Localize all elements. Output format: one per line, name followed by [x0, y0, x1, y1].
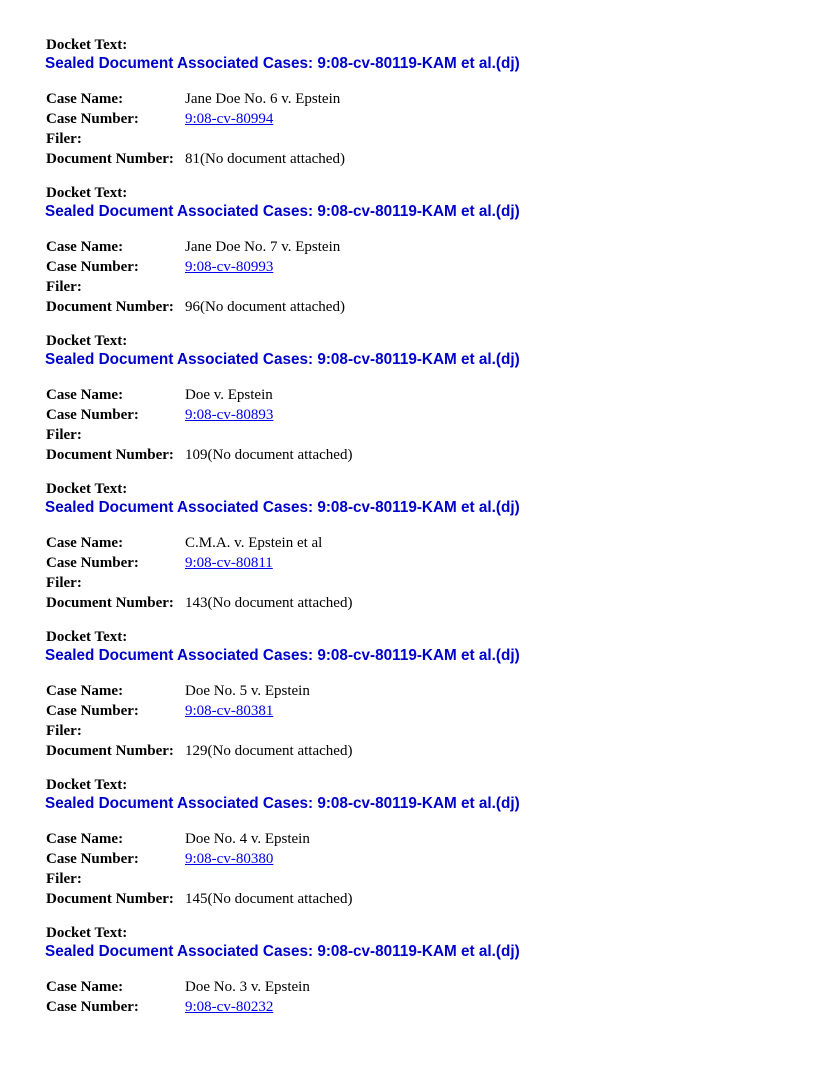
docket-report: [46, 36, 786, 1072]
case-name-value: Doe No. 5 v. Epstein: [185, 683, 310, 699]
case-number-cell: [185, 553, 352, 573]
case-details: [46, 385, 352, 465]
docket-entry: [46, 924, 786, 1072]
filer-row: [46, 869, 352, 889]
docket-entry: [46, 332, 786, 480]
case-name-row: [46, 977, 310, 997]
document-number-label: Document Number:: [46, 151, 174, 167]
case-name-value: Doe No. 3 v. Epstein: [185, 979, 310, 995]
case-details: [46, 89, 345, 169]
case-number-row: [46, 109, 345, 129]
docket-entry: [46, 480, 786, 628]
case-details: [46, 237, 345, 317]
document-number-value: 96(No document attached): [185, 299, 345, 315]
case-details: [46, 681, 352, 761]
filer-row: [46, 721, 352, 741]
case-number-label: Case Number:: [46, 111, 139, 127]
case-number-link[interactable]: 9:08-cv-80380: [185, 851, 274, 867]
case-number-cell: [185, 701, 352, 721]
case-name-value: Jane Doe No. 6 v. Epstein: [185, 91, 341, 107]
docket-text: Sealed Document Associated Cases: 9:08-cv-80119-KAM et al.(dj): [45, 203, 520, 220]
filer-row: [46, 425, 352, 445]
filer-value: [185, 573, 352, 593]
case-name-label: Case Name:: [46, 979, 124, 995]
case-number-link[interactable]: 9:08-cv-80993: [185, 259, 274, 275]
filer-label: Filer:: [46, 871, 82, 887]
filer-label: Filer:: [46, 131, 82, 147]
filer-row: [46, 573, 352, 593]
case-number-link[interactable]: 9:08-cv-80994: [185, 111, 274, 127]
document-number-label: Document Number:: [46, 743, 174, 759]
case-number-label: Case Number:: [46, 851, 139, 867]
case-number-cell: [185, 405, 352, 425]
filer-label: Filer:: [46, 279, 82, 295]
case-number-label: Case Number:: [46, 407, 139, 423]
docket-entry: [46, 628, 786, 776]
case-number-cell: [185, 997, 310, 1017]
document-number-value: 81(No document attached): [185, 151, 345, 167]
document-number-value: 129(No document attached): [185, 743, 353, 759]
document-number-value: 143(No document attached): [185, 595, 353, 611]
case-number-cell: [185, 257, 345, 277]
docket-entry: [46, 184, 786, 332]
case-name-label: Case Name:: [46, 91, 124, 107]
case-number-cell: [185, 849, 352, 869]
case-number-label: Case Number:: [46, 555, 139, 571]
case-number-row: [46, 257, 345, 277]
case-name-row: [46, 385, 352, 405]
case-name-label: Case Name:: [46, 387, 124, 403]
docket-text-label: Docket Text:: [46, 481, 128, 497]
case-number-link[interactable]: 9:08-cv-80381: [185, 703, 274, 719]
case-name-value: Doe No. 4 v. Epstein: [185, 831, 310, 847]
case-name-row: [46, 829, 352, 849]
case-number-row: [46, 849, 352, 869]
document-number-label: Document Number:: [46, 447, 174, 463]
case-number-row: [46, 405, 352, 425]
case-number-link[interactable]: 9:08-cv-80811: [185, 555, 273, 571]
case-name-row: [46, 681, 352, 701]
case-details: [46, 977, 310, 1017]
case-details: [46, 533, 352, 613]
document-number-row: [46, 297, 345, 317]
document-number-row: [46, 889, 352, 909]
document-number-row: [46, 445, 352, 465]
case-number-link[interactable]: 9:08-cv-80232: [185, 999, 274, 1015]
case-number-row: [46, 553, 352, 573]
docket-entry: [46, 36, 786, 184]
case-name-value: Doe v. Epstein: [185, 387, 273, 403]
case-name-row: [46, 533, 352, 553]
document-number-value: 109(No document attached): [185, 447, 353, 463]
filer-value: [185, 869, 352, 889]
docket-text: Sealed Document Associated Cases: 9:08-cv-80119-KAM et al.(dj): [45, 795, 520, 812]
docket-text: Sealed Document Associated Cases: 9:08-cv-80119-KAM et al.(dj): [45, 55, 520, 72]
docket-text-label: Docket Text:: [46, 925, 128, 941]
case-number-label: Case Number:: [46, 259, 139, 275]
case-name-value: C.M.A. v. Epstein et al: [185, 535, 323, 551]
case-name-label: Case Name:: [46, 683, 124, 699]
filer-value: [185, 721, 352, 741]
docket-text-label: Docket Text:: [46, 333, 128, 349]
docket-text: Sealed Document Associated Cases: 9:08-cv-80119-KAM et al.(dj): [45, 351, 520, 368]
case-name-label: Case Name:: [46, 535, 124, 551]
docket-text-label: Docket Text:: [46, 777, 128, 793]
filer-row: [46, 129, 345, 149]
filer-label: Filer:: [46, 575, 82, 591]
docket-entry: [46, 776, 786, 924]
document-number-label: Document Number:: [46, 299, 174, 315]
document-number-value: 145(No document attached): [185, 891, 353, 907]
document-number-row: [46, 149, 345, 169]
case-name-row: [46, 237, 345, 257]
document-number-row: [46, 593, 352, 613]
document-number-label: Document Number:: [46, 595, 174, 611]
case-name-label: Case Name:: [46, 831, 124, 847]
filer-value: [185, 129, 345, 149]
docket-text-label: Docket Text:: [46, 629, 128, 645]
filer-label: Filer:: [46, 723, 82, 739]
filer-label: Filer:: [46, 427, 82, 443]
docket-text: Sealed Document Associated Cases: 9:08-cv-80119-KAM et al.(dj): [45, 943, 520, 960]
filer-value: [185, 425, 352, 445]
docket-text-label: Docket Text:: [46, 185, 128, 201]
case-name-value: Jane Doe No. 7 v. Epstein: [185, 239, 341, 255]
case-number-label: Case Number:: [46, 999, 139, 1015]
case-name-label: Case Name:: [46, 239, 124, 255]
docket-text-label: Docket Text:: [46, 37, 128, 53]
case-details: [46, 829, 352, 909]
case-number-cell: [185, 109, 345, 129]
case-number-row: [46, 997, 310, 1017]
document-number-label: Document Number:: [46, 891, 174, 907]
docket-text: Sealed Document Associated Cases: 9:08-cv-80119-KAM et al.(dj): [45, 647, 520, 664]
case-number-label: Case Number:: [46, 703, 139, 719]
filer-value: [185, 277, 345, 297]
case-number-row: [46, 701, 352, 721]
case-number-link[interactable]: 9:08-cv-80893: [185, 407, 274, 423]
docket-text: Sealed Document Associated Cases: 9:08-cv-80119-KAM et al.(dj): [45, 499, 520, 516]
filer-row: [46, 277, 345, 297]
document-number-row: [46, 741, 352, 761]
case-name-row: [46, 89, 345, 109]
